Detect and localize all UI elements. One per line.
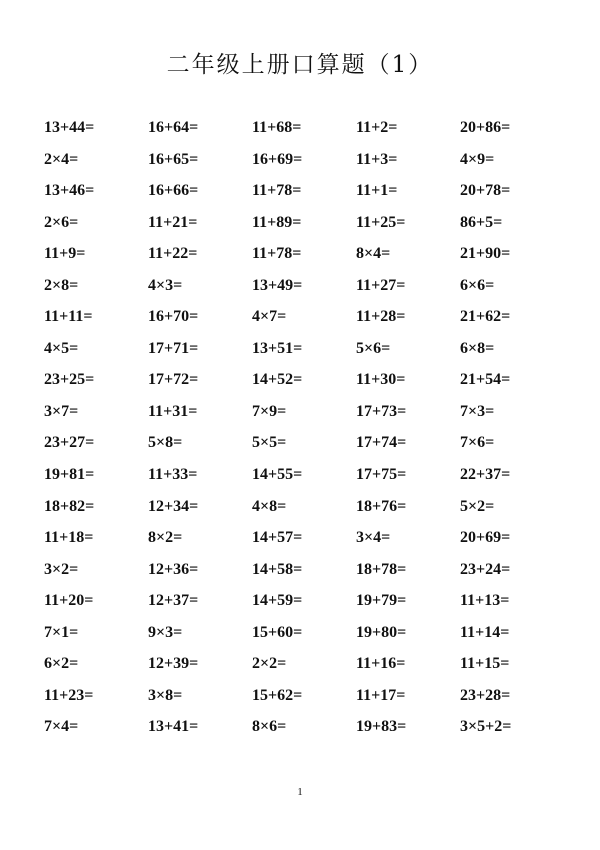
math-problem: 21+54= [460, 371, 511, 389]
math-problem: 19+79= [356, 592, 407, 610]
math-problem: 3×2= [44, 560, 79, 578]
math-problem: 13+46= [44, 182, 95, 200]
math-problem: 6×8= [460, 339, 495, 357]
math-problem: 11+14= [460, 623, 510, 641]
math-problem: 11+78= [252, 245, 302, 263]
math-problem: 11+15= [460, 655, 510, 673]
math-problem: 8×4= [356, 245, 391, 263]
math-problem: 11+3= [356, 150, 398, 168]
math-problem: 11+25= [356, 213, 406, 231]
math-problem: 11+2= [356, 119, 398, 136]
math-problem: 12+37= [148, 592, 199, 610]
math-problem: 20+86= [460, 119, 511, 136]
math-problem: 3×7= [44, 402, 79, 420]
math-problem: 11+23= [44, 686, 94, 704]
math-problem: 19+83= [356, 718, 407, 736]
math-problem: 7×4= [44, 718, 79, 736]
math-problem: 7×3= [460, 402, 495, 420]
math-problem: 11+27= [356, 276, 406, 294]
math-problem: 2×6= [44, 213, 79, 231]
problem-grid [44, 112, 564, 743]
math-problem: 7×6= [460, 434, 495, 452]
math-problem: 8×6= [252, 718, 287, 736]
math-problem: 18+78= [356, 560, 407, 578]
math-problem: 4×8= [252, 497, 287, 515]
math-problem: 13+51= [252, 339, 303, 357]
math-problem: 5×5= [252, 434, 287, 452]
math-problem: 11+68= [252, 119, 302, 136]
math-problem: 16+64= [148, 119, 199, 136]
math-problem: 7×1= [44, 623, 79, 641]
math-problem: 11+16= [356, 655, 406, 673]
math-problem: 6×2= [44, 655, 79, 673]
math-problem: 4×3= [148, 276, 183, 294]
page-number: 1 [297, 786, 303, 798]
math-problem: 17+71= [148, 339, 199, 357]
math-problem: 13+44= [44, 119, 95, 136]
math-problem: 4×7= [252, 308, 287, 326]
math-problem: 17+72= [148, 371, 199, 389]
math-problem: 11+11= [44, 308, 93, 326]
math-problem: 20+78= [460, 182, 511, 200]
math-problem: 5×8= [148, 434, 183, 452]
math-problem: 11+33= [148, 466, 198, 484]
math-problem: 21+62= [460, 308, 511, 326]
math-problem: 16+65= [148, 150, 199, 168]
math-problem: 11+89= [252, 213, 302, 231]
math-problem: 16+66= [148, 182, 199, 200]
math-problem: 6×6= [460, 276, 495, 294]
math-problem: 22+37= [460, 466, 511, 484]
math-problem: 23+24= [460, 560, 511, 578]
math-problem: 12+39= [148, 655, 199, 673]
math-problem: 8×2= [148, 529, 183, 547]
math-problem: 3×4= [356, 529, 391, 547]
math-problem: 14+59= [252, 592, 303, 610]
math-problem: 11+13= [460, 592, 510, 610]
math-problem: 13+49= [252, 276, 303, 294]
math-problem: 17+74= [356, 434, 407, 452]
math-problem: 13+41= [148, 718, 199, 736]
page-title: 二年级上册口算题（1） [166, 52, 434, 78]
math-problem: 23+25= [44, 371, 95, 389]
math-problem: 4×9= [460, 150, 495, 168]
math-problem: 20+69= [460, 529, 511, 547]
math-problem: 7×9= [252, 402, 287, 420]
math-problem: 3×5+2= [460, 718, 512, 736]
math-problem: 16+69= [252, 150, 303, 168]
math-problem: 15+60= [252, 623, 303, 641]
math-problem: 12+34= [148, 497, 199, 515]
math-problem: 11+30= [356, 371, 406, 389]
math-problem: 11+17= [356, 686, 406, 704]
math-problem: 19+80= [356, 623, 407, 641]
math-problem: 12+36= [148, 560, 199, 578]
math-problem: 17+73= [356, 402, 407, 420]
math-problem: 11+22= [148, 245, 198, 263]
math-problem: 3×8= [148, 686, 183, 704]
math-problem: 9×3= [148, 623, 183, 641]
math-problem: 5×6= [356, 339, 391, 357]
math-problem: 23+27= [44, 434, 95, 452]
math-problem: 18+76= [356, 497, 407, 515]
math-problem: 11+31= [148, 402, 198, 420]
math-problem: 18+82= [44, 497, 95, 515]
math-problem: 11+28= [356, 308, 406, 326]
math-problem: 4×5= [44, 339, 79, 357]
math-problem: 11+21= [148, 213, 198, 231]
math-problem: 2×8= [44, 276, 79, 294]
math-problem: 23+28= [460, 686, 511, 704]
math-problem: 11+18= [44, 529, 94, 547]
math-problem: 86+5= [460, 213, 503, 231]
math-problem: 11+9= [44, 245, 86, 263]
math-problem: 14+55= [252, 466, 303, 484]
math-problem: 16+70= [148, 308, 199, 326]
math-problem: 14+52= [252, 371, 303, 389]
math-problem: 17+75= [356, 466, 407, 484]
math-problem: 2×2= [252, 655, 287, 673]
math-problem: 5×2= [460, 497, 495, 515]
math-problem: 15+62= [252, 686, 303, 704]
math-problem: 2×4= [44, 150, 79, 168]
math-problem: 11+20= [44, 592, 94, 610]
math-problem: 14+57= [252, 529, 303, 547]
math-problem: 11+78= [252, 182, 302, 200]
math-problem: 19+81= [44, 466, 95, 484]
math-problem: 11+1= [356, 182, 398, 200]
math-problem: 21+90= [460, 245, 511, 263]
math-problem: 14+58= [252, 560, 303, 578]
